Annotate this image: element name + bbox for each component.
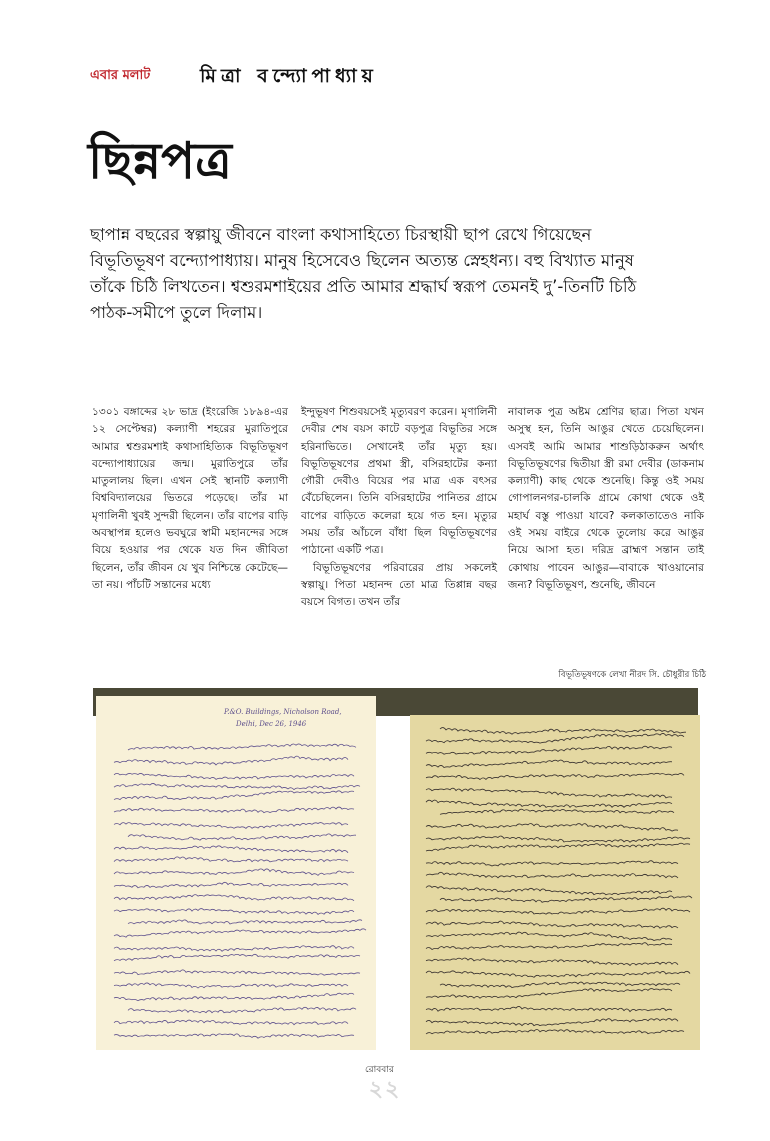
intro-paragraph bbox=[90, 222, 650, 326]
handwriting-lines bbox=[96, 696, 376, 1050]
body-column-2 bbox=[301, 404, 497, 612]
page-header bbox=[90, 62, 650, 86]
letter-1-address-line-1: P.&O. Buildings, Nicholson Road, bbox=[224, 708, 342, 716]
article-title: ছিন্নপত্র bbox=[88, 132, 232, 190]
column-2-text-para2: বিভূতিভূষণের পরিবারের প্রায় সকলেই স্বল্পায়ু। পিতা মহানন্দ তো মাত্র তিপ্পান্ন বছর বয়সে বিগত। তখন তাঁর bbox=[301, 561, 497, 609]
column-3-text: নাবালক পুত্র অষ্টম শ্রেণির ছাত্র। পিতা যখন অসুস্থ হন, তিনি আঙুর খেতে চেয়েছিলেন। এসবই আমি আমার শাশুড়িঠাকরুন অর্থাৎ বিভূতিভূষণের দ্বিতীয়া স্ত্রী রমা দেবীর (ডাকনাম কল্যাণী) কাছ থেকে শুনেছি। কিন্তু ওই সময় গোপালনগর-চালকি গ্রামে কোথা থেকে ওই মহার্ঘ বস্তু পাওয়া যাবে? কলকাতাতেও নাকি ওই সময় বাইরে থেকে তুলোয় করে আঙুর নিয়ে আসা হত। দরিদ্র ব্রাহ্মণ সন্তান তাই কোথায় পাবেন আঙুর—বাবাকে খাওয়ানোর জন্য? বিভূতিভূষণ, শুনেছি, জীবনে bbox=[508, 406, 704, 591]
intro-text: ছাপান্ন বছরের স্বল্পায়ু জীবনে বাংলা কথাসাহিত্যে চিরস্থায়ী ছাপ রেখে গিয়েছেন বিভূতিভূষণ বন্দ্যোপাধ্যায়। মানুষ হিসেবেও ছিলেন অত্যন্ত স্নেহধন্য। বহু বিখ্যাত মানুষ তাঁকে চিঠি লিখতেন। শ্বশুরমশাইয়ের প্রতি আমার শ্রদ্ধার্ঘ স্বরূপ তেমনই দু’-তিনটি চিঠি পাঠক-সমীপে তুলে দিলাম। bbox=[90, 225, 637, 322]
handwriting-lines bbox=[410, 715, 700, 1050]
column-2-text-para1: ইন্দুভূষণ শিশুবয়সেই মৃত্যুবরণ করেন। মৃণালিনী দেবীর শেষ বয়স কাটে বড়পুত্র বিভূতির সঙ্গে হরিনাভিতে। সেখানেই তাঁর মৃত্যু হয়। বিভূতিভূষণের প্রথমা স্ত্রী, বসিরহাটের কন্যা গৌরী দেবীও বিয়ের পর মাত্র এক বৎসর বেঁচেছিলেন। তিনি বসিরহাটের পানিতর গ্রামে বাপের বাড়িতে কলেরা হয়ে গত হন। মৃত্যুর সময় তাঁর আঁচলে বাঁধা ছিল বিভূতিভূষণের পাঠানো একটি পত্র। bbox=[301, 406, 497, 557]
letter-image-1 bbox=[96, 696, 376, 1050]
body-column-3 bbox=[508, 404, 704, 594]
letter-image-2 bbox=[410, 715, 700, 1050]
page-number: ২২ bbox=[368, 1077, 402, 1102]
section-tag: এবার মলাট bbox=[90, 68, 151, 83]
body-column-1 bbox=[92, 404, 288, 594]
letter-caption: বিভূতিভূষণকে লেখা নীরদ সি. চৌধুরীর চিঠি bbox=[558, 670, 706, 680]
magazine-label: রোববার bbox=[365, 1065, 394, 1075]
letter-1-address-line-2: Delhi, Dec 26, 1946 bbox=[236, 720, 307, 728]
author-name: মিত্রা বন্দ্যোপাধ্যায় bbox=[200, 65, 378, 87]
column-1-text: ১৩০১ বঙ্গাব্দের ২৮ ভাদ্র (ইংরেজি ১৮৯৪-এর ১২ সেপ্টেম্বর) কল্যাণী শহরের মুরাতিপুরে আমার শ্বশুরমশাই কথাসাহিত্যিক বিভূতিভূষণ বন্দ্যোপাধ্যায়ের জন্ম। মুরাতিপুরে তাঁর মাতুলালয় ছিল। এখন সেই স্থানটি কল্যাণী বিশ্ববিদ্যালয়ের ভিতরে পড়েছে। তাঁর মা মৃণালিনী খুবই সুন্দরী ছিলেন। তাঁর বাপের বাড়ি অবস্থাপন্ন হলেও ভবঘুরে স্বামী মহানন্দের সঙ্গে বিয়ে হওয়ার পর থেকে যত দিন জীবিতা ছিলেন, তাঁর জীবন যে খুব নিশ্চিন্তে কেটেছে—তা নয়। পাঁচটি সন্তানের মধ্যে bbox=[92, 406, 288, 591]
